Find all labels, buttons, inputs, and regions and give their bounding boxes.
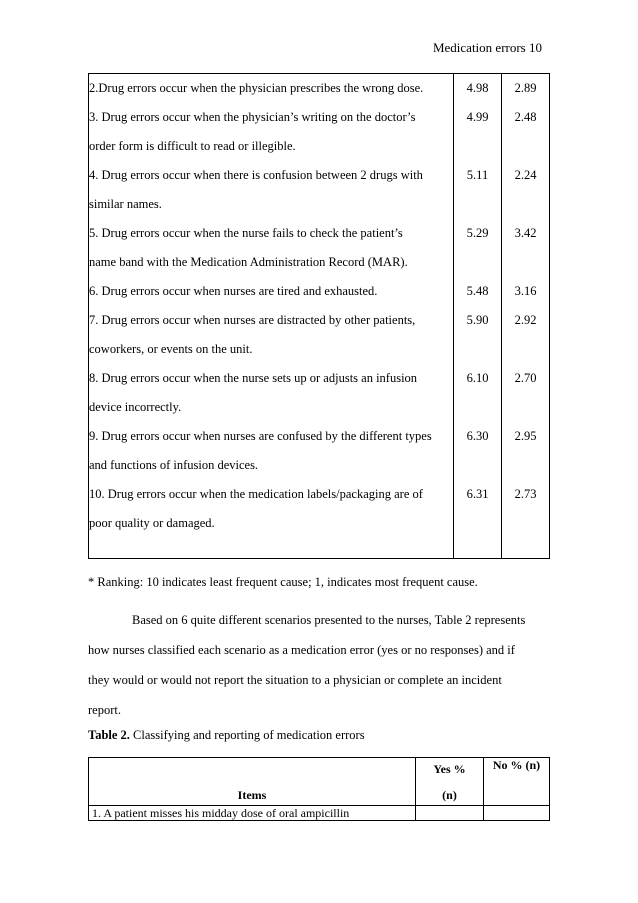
mean-value: 5.48 [466,284,489,298]
no-cell [484,806,550,821]
mean-value: 6.30 [466,429,489,443]
table-row-item: 6. Drug errors occur when nurses are tired and exhausted. [89,284,378,298]
sd-value: 3.16 [514,284,537,298]
table-row-item: 8. Drug errors occur when the nurse sets up or adjusts an infusion device incorrectly. [89,371,418,414]
table-row-item: 2.Drug errors occur when the physician prescribes the wrong dose. [89,81,424,95]
sd-column [502,74,550,559]
ranking-note: * Ranking: 10 indicates least frequent cause; 1, indicates most frequent cause. [88,575,478,589]
sd-value: 2.95 [514,429,537,443]
running-header: Medication errors 10 [432,40,542,55]
table-caption: Table 2. Classifying and reporting of medication errors [88,728,365,742]
header-yes: Yes % (n) [416,758,484,806]
table-row-item: 3. Drug errors occur when the physician’s writing on the doctor’s order form is difficult to read or illegible. [89,110,416,153]
mean-column [454,74,502,559]
mean-value: 6.31 [466,487,489,501]
table-row-item: 7. Drug errors occur when nurses are distracted by other patients, coworkers, or events on the unit. [89,313,416,356]
mean-value: 5.29 [466,226,489,240]
mean-value: 5.11 [466,168,489,182]
classification-table [88,757,550,821]
sd-value: 2.24 [514,168,537,182]
mean-value: 4.98 [466,81,489,95]
table-row-item: 9. Drug errors occur when nurses are confused by the different types and functions of infusion devices. [89,429,432,472]
mean-value: 4.99 [466,110,489,124]
sd-value: 2.73 [514,487,537,501]
table-row-item: 10. Drug errors occur when the medication labels/packaging are of poor quality or damaged. [89,487,423,530]
table-row: 1. A patient misses his midday dose of oral ampicillin [89,806,416,821]
mean-value: 6.10 [466,371,489,385]
sd-value: 2.92 [514,313,537,327]
body-paragraph: Based on 6 quite different scenarios presented to the nurses, Table 2 represents how nurses classified each scenario as a medication error (yes or no responses) and if they would or would not report the situation to a physician or complete an incident report. [88,613,526,717]
header-no: No % (n) [484,758,550,806]
yes-cell [416,806,484,821]
sd-value: 2.70 [514,371,537,385]
items-column [89,74,454,559]
drug-error-causes-table [88,73,550,559]
sd-value: 2.89 [514,81,537,95]
mean-value: 5.90 [466,313,489,327]
table-row-item: 5. Drug errors occur when the nurse fails to check the patient’s name band with the Medication Administration Record (MAR). [89,226,408,269]
table-row-item: 4. Drug errors occur when there is confusion between 2 drugs with similar names. [89,168,423,211]
sd-value: 2.48 [514,110,537,124]
sd-value: 3.42 [514,226,537,240]
header-items: Items [89,758,416,806]
